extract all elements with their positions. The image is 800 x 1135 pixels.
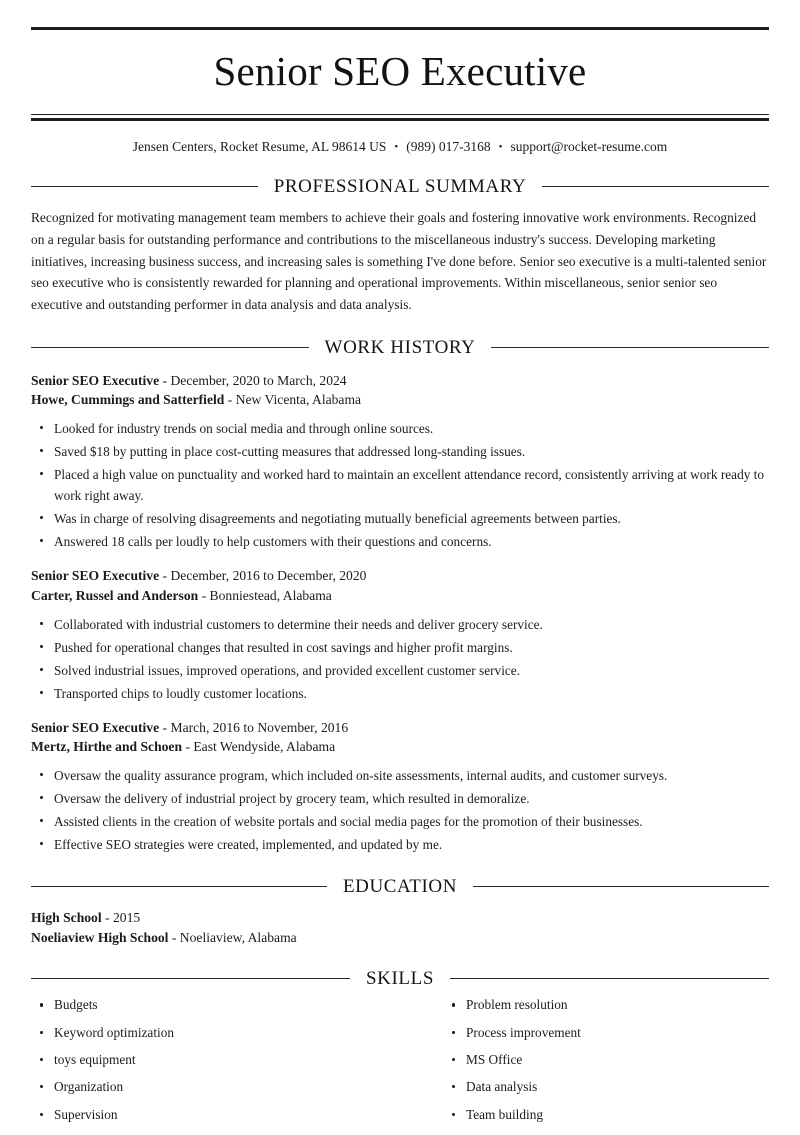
job-dash: - bbox=[162, 372, 168, 388]
job-location: East Wendyside, Alabama bbox=[193, 739, 336, 755]
skills-list-right bbox=[443, 998, 769, 1120]
bullet-separator-icon: • bbox=[498, 141, 503, 153]
section-rule-left bbox=[31, 347, 309, 348]
list-item: Looked for industry trends on social media and through online sources. bbox=[31, 418, 769, 439]
list-item: Oversaw the delivery of industrial project by grocery team, which resulted in demoralize. bbox=[31, 788, 769, 809]
list-item: Data analysis bbox=[443, 1080, 769, 1093]
section-rule-right bbox=[450, 978, 769, 979]
list-item: Keyword optimization bbox=[31, 1026, 400, 1039]
list-item: Problem resolution bbox=[443, 998, 769, 1011]
list-item: Solved industrial issues, improved operations, and provided excellent customer service. bbox=[31, 660, 769, 681]
list-item: Oversaw the quality assurance program, which included on-site assessments, internal audits, and customer surveys. bbox=[31, 765, 769, 786]
list-item: toys equipment bbox=[31, 1053, 400, 1066]
work-entry bbox=[31, 371, 769, 552]
section-header-summary bbox=[31, 177, 769, 196]
list-item: Supervision bbox=[31, 1108, 400, 1121]
header-bottom-rules bbox=[31, 114, 769, 121]
section-title-skills: SKILLS bbox=[366, 968, 434, 990]
job-title: Senior SEO Executive bbox=[31, 719, 160, 735]
list-item: Effective SEO strategies were created, implemented, and updated by me. bbox=[31, 834, 769, 855]
section-rule-left bbox=[31, 186, 258, 187]
page-title: Senior SEO Executive bbox=[213, 48, 587, 94]
contact-phone: (989) 017-3168 bbox=[406, 139, 491, 154]
section-header-education bbox=[31, 877, 769, 896]
skills-columns bbox=[31, 998, 769, 1134]
education-degree: High School bbox=[31, 909, 102, 925]
list-item: MS Office bbox=[443, 1053, 769, 1066]
education-location: Noeliaview, Alabama bbox=[179, 929, 297, 945]
job-company: Mertz, Hirthe and Schoen bbox=[31, 739, 183, 755]
education-entry bbox=[31, 908, 769, 947]
job-dash: - bbox=[227, 392, 233, 408]
list-item: Process improvement bbox=[443, 1026, 769, 1039]
list-item: Collaborated with industrial customers to determine their needs and deliver grocery service. bbox=[31, 614, 769, 635]
section-title-work-history: WORK HISTORY bbox=[324, 336, 476, 358]
bullet-separator-icon: • bbox=[394, 141, 399, 153]
education-year: 2015 bbox=[112, 909, 141, 925]
education-dash: - bbox=[171, 929, 177, 945]
list-item: Was in charge of resolving disagreements and negotiating mutually beneficial agreements between parties. bbox=[31, 508, 769, 529]
work-entry-company-line bbox=[31, 586, 769, 606]
job-dash: - bbox=[201, 587, 207, 603]
summary-text: Recognized for motivating management team members to achieve their goals and fostering innovative work environments. Recognized on a regular basis for outstanding performance and contributions to the miscellaneous industry's success. Developing marketing initiatives, increasing business success, and increasing sales is something I've done before. Senior seo executive is a multi-talented senior seo executive who is consistently rewarded for planning and operational improvements. Within miscellaneous, senior senior seo executive and outstanding performer in data analysis and data analysis. bbox=[31, 210, 767, 312]
resume-page bbox=[0, 27, 800, 1122]
job-dates: March, 2016 to November, 2016 bbox=[170, 719, 349, 735]
work-entry bbox=[31, 566, 769, 703]
contact-line bbox=[31, 139, 769, 155]
skills-column-right bbox=[400, 998, 769, 1134]
contact-address: Jensen Centers, Rocket Resume, AL 98614 US bbox=[132, 139, 387, 154]
section-title-summary: PROFESSIONAL SUMMARY bbox=[273, 176, 527, 198]
job-dash: - bbox=[185, 739, 190, 755]
job-dash: - bbox=[162, 568, 168, 584]
education-degree-line bbox=[31, 908, 769, 928]
work-entry bbox=[31, 718, 769, 855]
section-rule-right bbox=[473, 886, 769, 887]
work-entry-title-line bbox=[31, 566, 769, 586]
list-item: Assisted clients in the creation of website portals and social media pages for the promotion of their businesses. bbox=[31, 811, 769, 832]
section-rule-right bbox=[542, 186, 769, 187]
list-item: Team building bbox=[443, 1108, 769, 1121]
list-item: Organization bbox=[31, 1080, 400, 1093]
job-title: Senior SEO Executive bbox=[31, 568, 160, 584]
job-dates: December, 2020 to March, 2024 bbox=[170, 372, 347, 388]
header-rule-thick bbox=[31, 118, 769, 121]
job-location: New Vicenta, Alabama bbox=[235, 392, 362, 408]
skills-column-left bbox=[31, 998, 400, 1134]
list-item: Placed a high value on punctuality and worked hard to maintain an excellent attendance record, consistently arriving at work ready to work right away. bbox=[31, 464, 769, 506]
job-dash: - bbox=[162, 719, 168, 735]
job-company: Carter, Russel and Anderson bbox=[31, 587, 199, 603]
section-rule-left bbox=[31, 978, 350, 979]
header-rule-thin bbox=[31, 114, 769, 115]
work-entry-bullets bbox=[31, 614, 769, 704]
work-entry-title-line bbox=[31, 371, 769, 391]
contact-email[interactable]: support@rocket-resume.com bbox=[510, 139, 668, 154]
list-item: Saved $18 by putting in place cost-cutting measures that addressed long-standing issues. bbox=[31, 441, 769, 462]
work-entry-company-line bbox=[31, 390, 769, 410]
job-location: Bonniestead, Alabama bbox=[209, 587, 332, 603]
job-title: Senior SEO Executive bbox=[31, 372, 160, 388]
list-item: Pushed for operational changes that resulted in cost savings and higher profit margins. bbox=[31, 637, 769, 658]
header-top-rule bbox=[31, 27, 769, 30]
work-entry-title-line bbox=[31, 718, 769, 738]
education-dash: - bbox=[105, 909, 110, 925]
list-item: Budgets bbox=[31, 998, 400, 1011]
section-header-skills bbox=[31, 969, 769, 988]
education-school-line bbox=[31, 928, 769, 948]
section-header-work-history bbox=[31, 338, 769, 357]
skills-list-left bbox=[31, 998, 400, 1120]
section-rule-left bbox=[31, 886, 327, 887]
work-entry-bullets bbox=[31, 765, 769, 855]
work-entry-company-line bbox=[31, 737, 769, 757]
work-entry-bullets bbox=[31, 418, 769, 552]
job-company: Howe, Cummings and Satterfield bbox=[31, 392, 225, 408]
section-title-education: EDUCATION bbox=[342, 875, 458, 897]
list-item: Answered 18 calls per loudly to help customers with their questions and concerns. bbox=[31, 531, 769, 552]
section-rule-right bbox=[491, 347, 769, 348]
education-school: Noeliaview High School bbox=[31, 929, 169, 945]
job-dates: December, 2016 to December, 2020 bbox=[170, 568, 367, 584]
list-item: Transported chips to loudly customer locations. bbox=[31, 683, 769, 704]
